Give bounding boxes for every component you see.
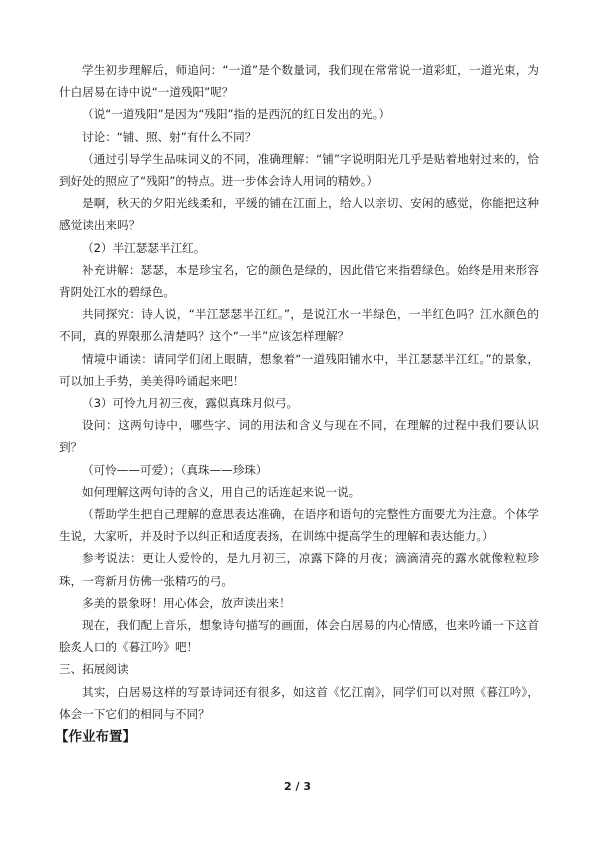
paragraph-read-feeling: 是啊，秋天的夕阳光线柔和，平缓的铺在江面上，给人以亲切、安闲的感觉，你能把这种感觉读出来吗？ [59,196,539,233]
paragraph-line-two: （2）半江瑟瑟半江红。 [82,240,206,255]
paragraph-answer-canyang: （说“一道残阳”是因为“残阳”指的是西沉的红日发出的光。） [82,107,391,122]
paragraph-word-pairs: （可怜——可爱）；（真珠——珍珠） [82,462,268,477]
paragraph-help-students: （帮助学生把自己理解的意思表达准确，在语序和语句的完整性方面要尤为注意。个体学生说，大家听，并及时予以纠正和适度表扬，在训练中提高学生的理解和表达能力。） [59,507,539,544]
paragraph-recite: 情境中诵读：请同学们闭上眼睛，想象着“一道残阳铺水中，半江瑟瑟半江红。”的景象，可以加上手势，美美得吟诵起来吧！ [59,351,539,388]
homework-heading: 【作业布置】 [55,729,136,746]
paragraph-reference: 参考说法：更让人爱怜的，是九月初三，凉露下降的月夜；滴滴清亮的露水就像粒粒珍珠，一弯新月仿佛一张精巧的弓。 [59,551,539,588]
paragraph-word-meaning: （通过引导学生品味词义的不同，准确理解：“铺”字说明阳光几乎是贴着地射过来的，恰到好处的照应了“残阳”的特点。进一步体会诗人用词的精妙。） [59,151,539,189]
paragraph-line-three: （3）可怜九月初三夜，露似真珠月似弓。 [82,396,299,411]
document-body [55,59,539,750]
paragraph-read-aloud: 多美的景象呀！用心体会，放声读出来！ [82,595,291,610]
paragraph-discussion: 讨论：“铺、照、射”有什么不同？ [82,129,257,144]
page-number: 2 / 3 [284,780,311,793]
paragraph-question: 设问：这两句诗中，哪些字、词的用法和含义与现在不同，在理解的过程中我们要认识到？ [59,418,539,455]
paragraph-music: 现在，我们配上音乐，想象诗句描写的画面，体会白居易的内心情感，也来吟诵一下这首脍炙人口的《暮江吟》吧！ [59,618,539,655]
paragraph-extension: 其实，白居易这样的写景诗词还有很多，如这首《忆江南》，同学们可以对照《暮江吟》，体会一下它们的相同与不同？ [59,684,539,721]
paragraph-explain: 如何理解这两句诗的含义，用自己的话连起来说一说。 [82,484,361,499]
section-heading-extension: 三、拓展阅读 [59,662,129,677]
paragraph-explore: 共同探究：诗人说，“半江瑟瑟半江红。”，是说江水一半绿色，一半红色吗？江水颜色的不同，真的界限那么清楚吗？这个“一半”应该怎样理解？ [59,307,539,344]
paragraph-supplement: 补充讲解：瑟瑟，本是珍宝名，它的颜色是绿的，因此借它来指碧绿色。始终是用来形容背阴处江水的碧绿色。 [59,262,539,300]
paragraph-teacher-question: 学生初步理解后，师追问：“一道”是个数量词，我们现在常常说一道彩虹，一道光束，为什白居易在诗中说“一道残阳”呢？ [59,63,539,100]
